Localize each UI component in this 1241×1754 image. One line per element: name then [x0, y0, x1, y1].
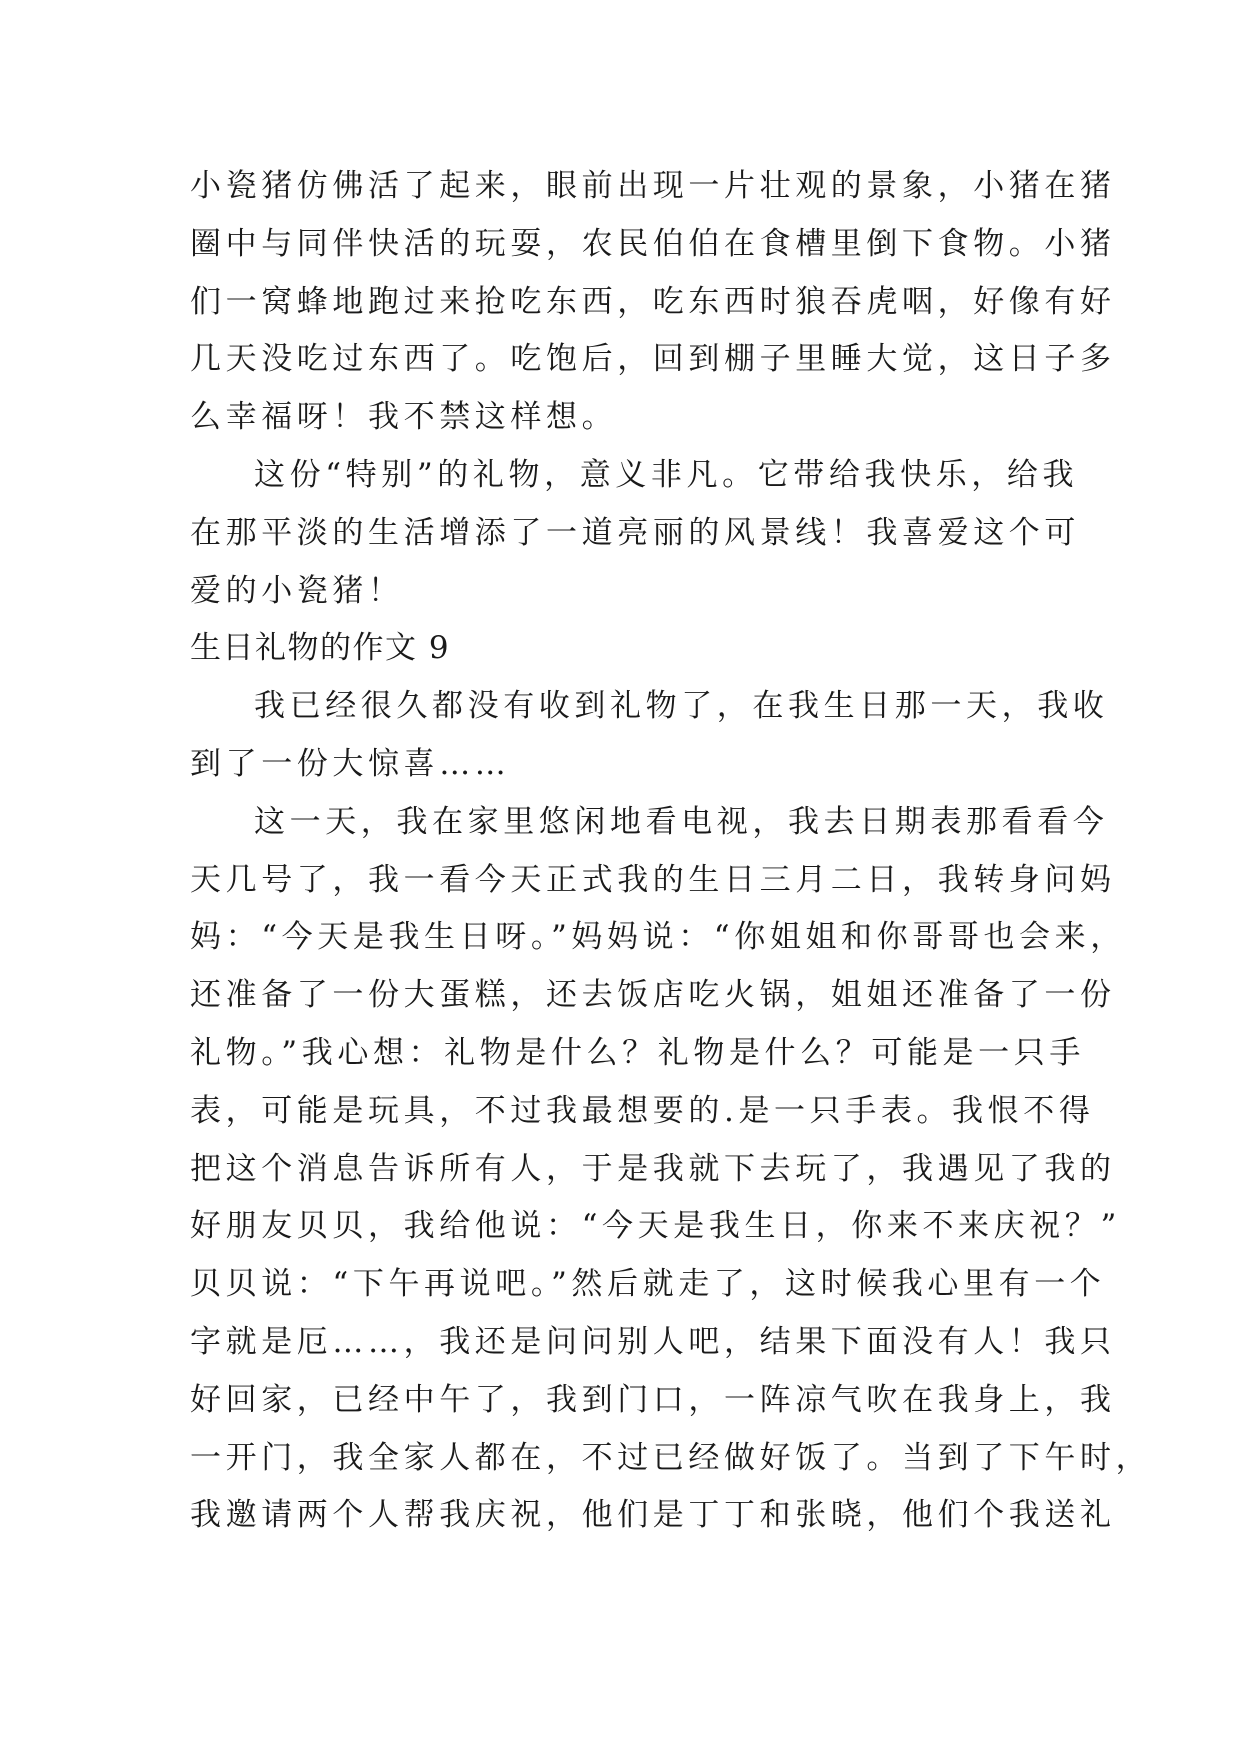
body-text-line: 小瓷猪仿佛活了起来，眼前出现一片壮观的景象，小猪在猪	[190, 168, 1116, 204]
paragraph-first-line: 这一天，我在家里悠闲地看电视，我去日期表那看看今	[254, 803, 1109, 840]
body-text-line: 我邀请两个人帮我庆祝，他们是丁丁和张晓，他们个我送礼	[190, 1497, 1116, 1534]
body-text-line: 们一窝蜂地跑过来抢吃东西，吃东西时狼吞虎咽，好像有好	[190, 283, 1116, 320]
body-text-line: 礼物。”我心想：礼物是什么？礼物是什么？可能是一只手	[190, 1034, 1085, 1071]
body-text-line: 么幸福呀！我不禁这样想。	[190, 399, 618, 436]
body-text-line: 天几号了，我一看今天正式我的生日三月二日，我转身问妈	[190, 861, 1116, 898]
body-text-line: 好回家，已经中午了，我到门口，一阵凉气吹在我身上，我	[190, 1381, 1116, 1418]
body-text-line: 还准备了一份大蛋糕，还去饭店吃火锅，姐姐还准备了一份	[190, 977, 1116, 1014]
section-heading: 生日礼物的作文 9	[190, 630, 451, 667]
body-text-line: 好朋友贝贝，我给他说：“今天是我生日，你来不来庆祝？”	[190, 1208, 1121, 1245]
body-text-line: 把这个消息告诉所有人，于是我就下去玩了，我遇见了我的	[190, 1150, 1116, 1187]
document-body	[190, 158, 1152, 1545]
paragraph-first-line: 我已经很久都没有收到礼物了，在我生日那一天，我收	[254, 688, 1109, 725]
body-text-line: 妈：“今天是我生日呀。”妈妈说：“你姐姐和你哥哥也会来，	[190, 919, 1126, 956]
body-text-line: 圈中与同伴快活的玩耍，农民伯伯在食槽里倒下食物。小猪	[190, 225, 1116, 262]
body-text-line: 贝贝说：“下午再说吧。”然后就走了，这时候我心里有一个	[190, 1266, 1106, 1303]
body-text-line: 到了一份大惊喜……	[190, 745, 511, 782]
body-text-line: 一开门，我全家人都在，不过已经做好饭了。当到了下午时，	[190, 1439, 1152, 1476]
paragraph-first-line: 这份“特别”的礼物，意义非凡。它带给我快乐，给我	[254, 456, 1079, 493]
body-text-line: 爱的小瓷猪！	[190, 572, 404, 609]
body-text-line: 在那平淡的生活增添了一道亮丽的风景线！我喜爱这个可	[190, 514, 1080, 551]
body-text-line: 表，可能是玩具，不过我最想要的.是一只手表。我恨不得	[190, 1092, 1095, 1129]
body-text-line: 几天没吃过东西了。吃饱后，回到棚子里睡大觉，这日子多	[190, 341, 1116, 378]
body-text-line: 字就是厄……，我还是问问别人吧，结果下面没有人！我只	[190, 1323, 1116, 1360]
